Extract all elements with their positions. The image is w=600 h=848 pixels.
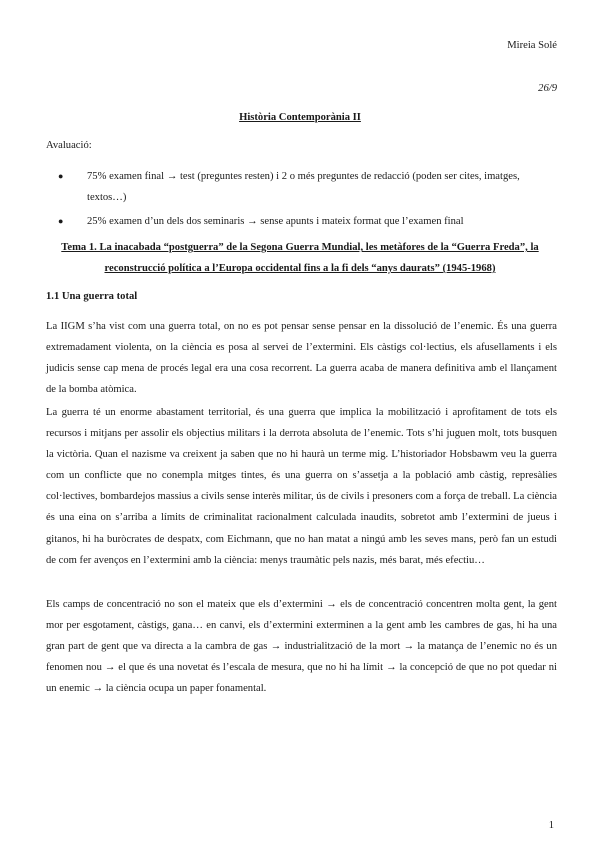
topic-heading: Tema 1. La inacabada “postguerra” de la Segona Guerra Mundial, les metàfores de la “Guerra Freda”, la reconstrucció política a l’Europa occidental fins a la fi dels “anys daurats” (1945-1968) bbox=[61, 242, 539, 274]
evaluation-item-text: 25% examen d’un dels dos seminaris → sense apunts i mateix format que l’examen final bbox=[87, 216, 464, 227]
document-title: Història Contemporània II bbox=[239, 112, 361, 123]
author-name: Mireia Solé bbox=[507, 40, 557, 51]
paragraph: Els camps de concentració no son el mateix que els d’extermini → els de concentració concentren molta gent, la gent mor per esgotament, càstigs, gana… en canvi, els d’extermini exterminen a la gent amb les cambres de gas, hi ha una gran part de gent que va directa a la cambra de gas → industrialització de la mort → la matança de l’enemic no és un fenomen nou → el que és una novetat és l’escala de mesura, que no hi ha límit → la concepció de que no pot quedar ni un enemic → la ciència ocupa un paper fonamental. bbox=[46, 599, 557, 695]
section-heading: 1.1 Una guerra total bbox=[46, 291, 138, 302]
evaluation-list bbox=[46, 166, 554, 235]
paragraph: La IIGM s’ha vist com una guerra total, on no es pot pensar sense pensar en la dissolució de l’enemic. És una guerra extremadament violenta, on la ciència es posa al servei de l’extermini. Els càstigs col·lectius, els afusellaments i els judicis sense cap mena de procés legal era una cosa recorrent. La guerra acaba de manera definitiva amb el llançament de la bomba atòmica. bbox=[46, 321, 557, 396]
date: 26/9 bbox=[538, 83, 557, 94]
page-number: 1 bbox=[548, 820, 554, 831]
bullet-icon: ● bbox=[58, 171, 64, 181]
paragraph: La guerra té un enorme abastament territorial, és una guerra que implica la mobilització i aprofitament de tots els recursos i mitjans per assolir els objectius militars i la derrota absoluta de l’enemic. Tots s’hi juguen molt, tots busquen la victòria. Quan el nazisme va creixent ja saben que no hi haurà un terme mig. L’historiador Hobsbawm veu la guerra com un conflicte que no conempla mitges tintes, és una guerra on s’assetja a la població amb càstig, represàlies col·lectives, bombardejos massius a civils sense interès militar, ús de civils i presoners com a força de treball. La ciència és una eina on s’arriba a límits de criminalitat racionalment calculada inaudits, sobretot amb l’extermini de jueus i gitanos, hi ha buròcrates de despatx, com Eichmann, que no han matat a ningú amb les seves mans, però fan un estudi de com fer avenços en l’extermini amb la ciència: menys traumàtic pels nazis, més barat, més efectiu… bbox=[46, 407, 557, 566]
evaluation-item-text: 75% examen final → test (preguntes resten) i 2 o més preguntes de redacció (poden ser cites, imatges, textos…) bbox=[87, 171, 520, 203]
evaluation-item bbox=[46, 166, 554, 208]
evaluation-item bbox=[46, 211, 554, 232]
bullet-icon: ● bbox=[58, 216, 64, 226]
evaluation-label: Avaluació: bbox=[46, 140, 92, 151]
